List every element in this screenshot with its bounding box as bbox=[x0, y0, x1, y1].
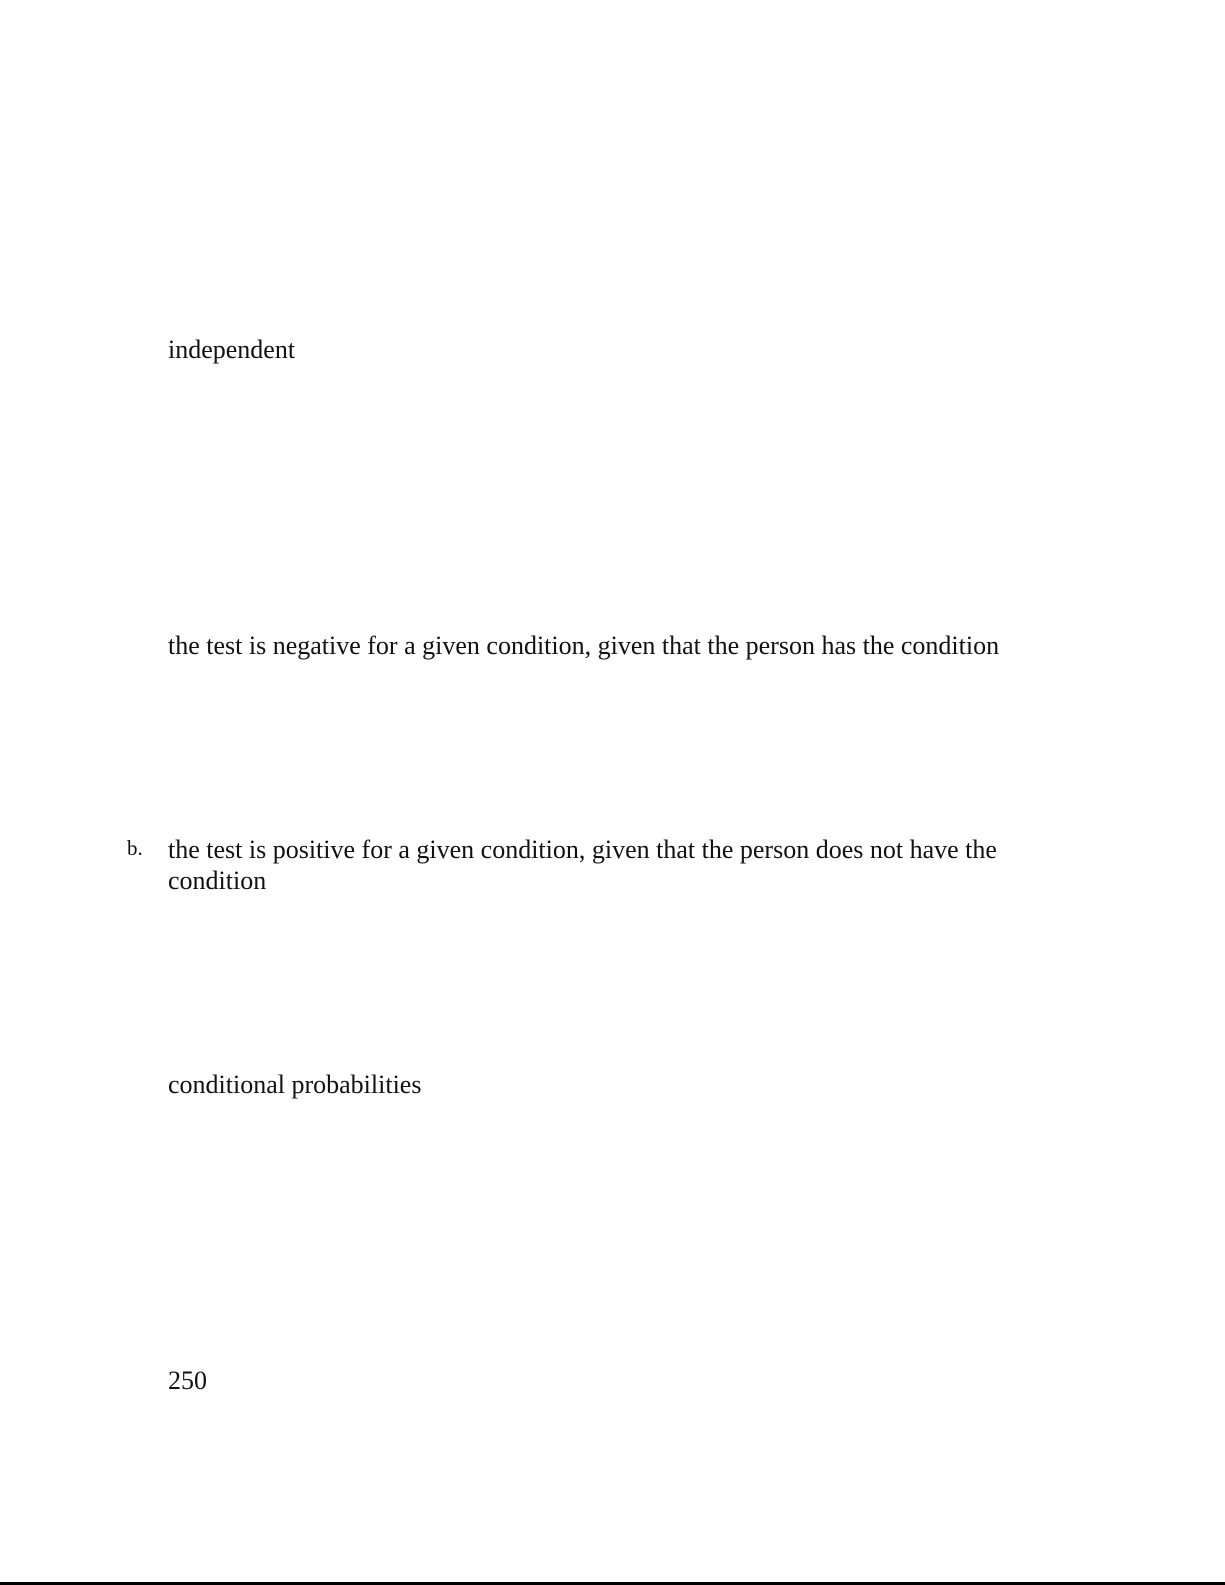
answer-positive-statement: the test is positive for a given condition, given that the person does not have the condition bbox=[168, 835, 997, 895]
answer-independent: independent bbox=[168, 335, 296, 364]
answer-conditional-probabilities: conditional probabilities bbox=[168, 1070, 422, 1099]
answer-negative-statement: the test is negative for a given condition, given that the person has the condition bbox=[168, 631, 1000, 660]
item-b-marker: b. bbox=[127, 836, 143, 860]
page-number: 250 bbox=[168, 1366, 207, 1395]
